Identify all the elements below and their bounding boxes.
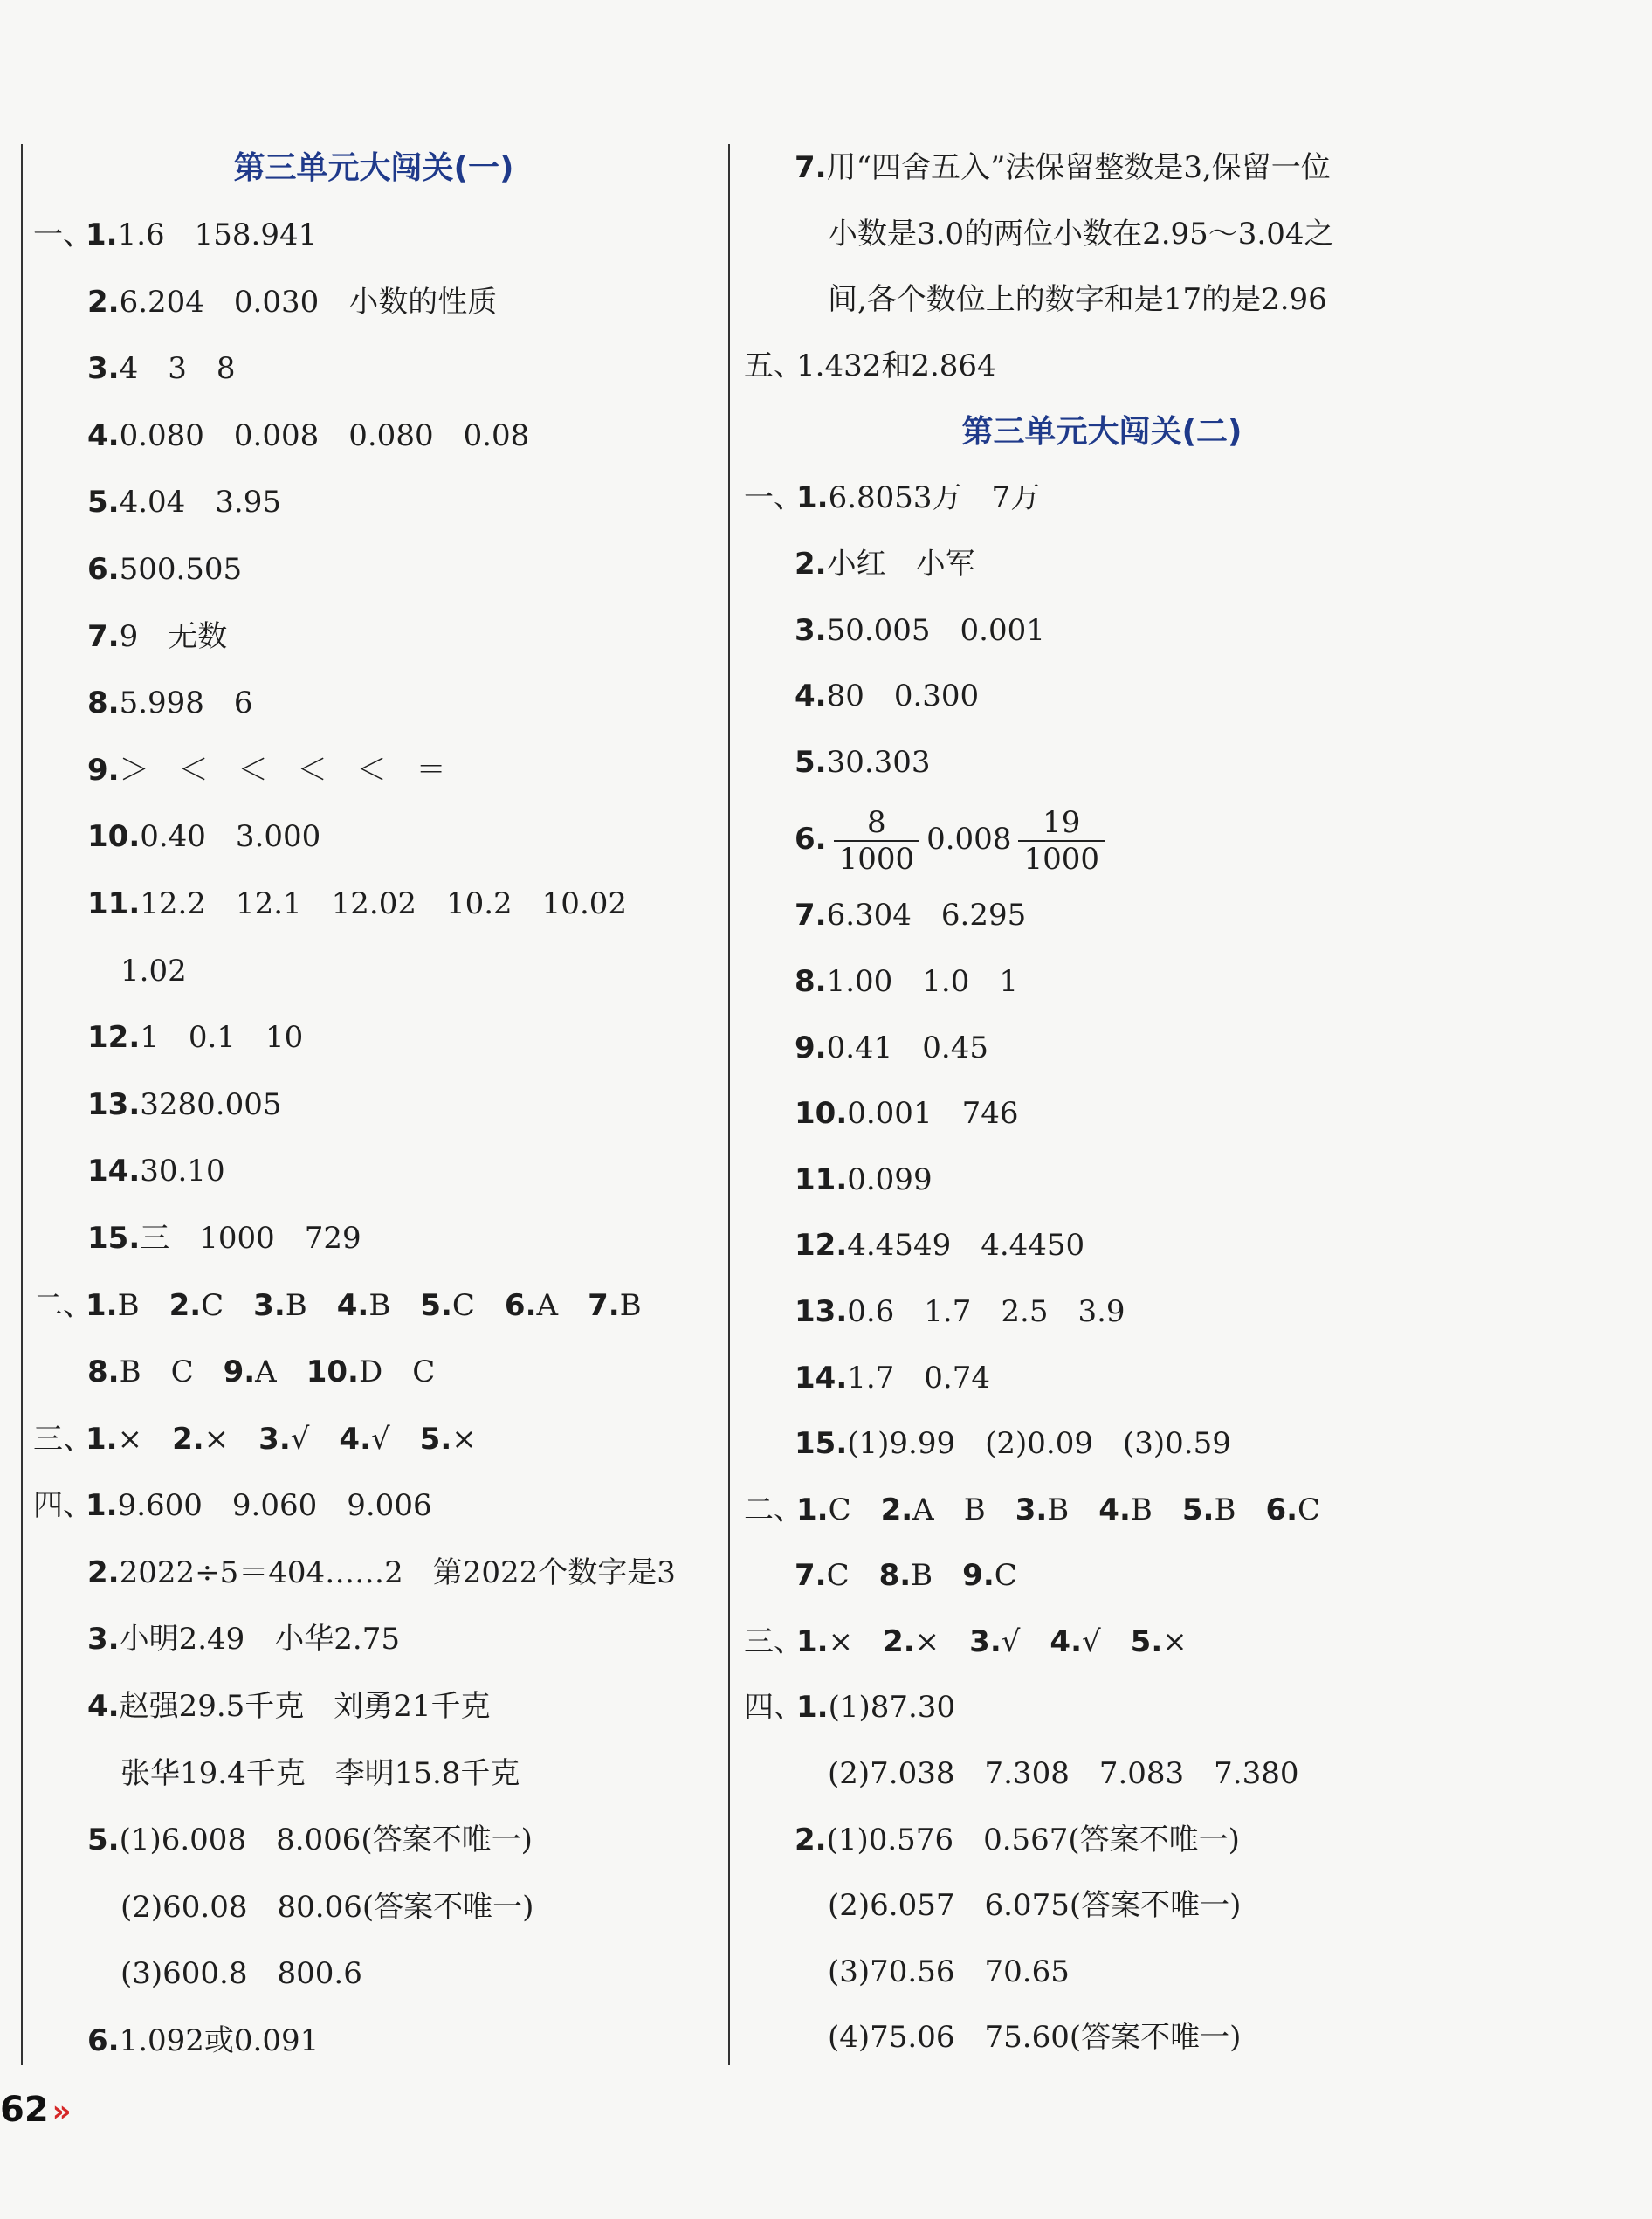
item-number: 4. bbox=[87, 1689, 120, 1725]
answer-row bbox=[33, 1072, 714, 1139]
answer-text: 赵强29.5千克 刘勇21千克 bbox=[119, 1689, 491, 1725]
answer-text: 小红 小军 bbox=[826, 546, 975, 582]
answer-text: B bbox=[1214, 1492, 1236, 1527]
answer-row bbox=[744, 730, 1460, 796]
answer-text: × bbox=[117, 1421, 143, 1457]
answer-text: 1.7 0.74 bbox=[847, 1360, 991, 1395]
item-number: 4. bbox=[336, 1287, 369, 1323]
answer-text: 30.303 bbox=[826, 744, 931, 780]
item-number: 7. bbox=[795, 150, 827, 185]
answer-text: (3)70.56 70.65 bbox=[828, 1954, 1070, 1989]
answer-text: 1.00 1.0 1 bbox=[826, 963, 1018, 999]
multi-answer-row bbox=[33, 1339, 714, 1406]
answer-row bbox=[744, 334, 1460, 400]
item-number: 2. bbox=[795, 1822, 827, 1857]
answer-text: (2)60.08 80.06(答案不唯一) bbox=[120, 1889, 534, 1925]
item-number: 2. bbox=[87, 1554, 120, 1590]
item-number: 4. bbox=[87, 417, 120, 453]
answer-text: √ bbox=[370, 1421, 390, 1457]
answer-text: A B bbox=[912, 1492, 986, 1527]
item-number: 5. bbox=[87, 1823, 120, 1858]
section-label: 三、 bbox=[33, 1421, 93, 1457]
section-label: 一、 bbox=[744, 480, 803, 516]
answer-text: 80 0.300 bbox=[826, 679, 980, 714]
item-number: 1. bbox=[86, 1287, 118, 1323]
answer-text: B bbox=[285, 1287, 307, 1323]
multi-answer-row bbox=[33, 1272, 714, 1340]
fraction-denominator: 1000 bbox=[1023, 842, 1099, 878]
item-number: 7. bbox=[795, 898, 827, 934]
answer-text: 0.40 3.000 bbox=[140, 819, 321, 855]
unit-title-2: 第三单元大闯关(二) bbox=[961, 414, 1242, 451]
item-number: 6. bbox=[504, 1287, 537, 1323]
fraction-numerator: 19 bbox=[1018, 805, 1105, 842]
answer-text: (1)87.30 bbox=[828, 1690, 956, 1726]
answer-row bbox=[744, 1346, 1460, 1412]
answer-text: 小明2.49 小华2.75 bbox=[119, 1622, 400, 1657]
item-number: 14. bbox=[795, 1360, 848, 1395]
answer-row bbox=[744, 1279, 1460, 1346]
answer-text: 1.02 bbox=[120, 953, 187, 989]
answer-text: C bbox=[828, 1492, 851, 1527]
answer-row bbox=[744, 1081, 1460, 1147]
answer-text: 张华19.4千克 李明15.8千克 bbox=[120, 1755, 520, 1791]
answer-text: 1.6 158.941 bbox=[117, 217, 318, 252]
answer-row-continued bbox=[744, 2005, 1460, 2071]
item-number: 2. bbox=[169, 1287, 202, 1323]
answer-row bbox=[744, 465, 1460, 532]
answer-text: 1.432和2.864 bbox=[796, 348, 996, 383]
answer-row bbox=[744, 1016, 1460, 1082]
answer-row bbox=[744, 598, 1460, 665]
answer-text: (1)0.576 0.567(答案不唯一) bbox=[826, 1822, 1240, 1857]
answer-text: × bbox=[828, 1623, 854, 1659]
answer-text: C bbox=[201, 1287, 224, 1323]
answer-text: 0.001 746 bbox=[847, 1096, 1019, 1132]
item-number: 3. bbox=[87, 1622, 120, 1657]
answer-text: B C bbox=[119, 1354, 194, 1390]
answer-text: × bbox=[203, 1421, 230, 1457]
answer-text: B bbox=[117, 1287, 140, 1323]
answer-row bbox=[33, 536, 714, 603]
answer-text: 9 无数 bbox=[119, 618, 228, 654]
item-number: 3. bbox=[1015, 1492, 1048, 1527]
section-label: 二、 bbox=[744, 1492, 803, 1527]
answer-text: B bbox=[1047, 1492, 1070, 1527]
item-number: 4. bbox=[795, 679, 827, 714]
item-number: 15. bbox=[795, 1426, 848, 1462]
item-number: 9. bbox=[87, 752, 120, 788]
item-number: 2. bbox=[883, 1623, 915, 1659]
answer-row bbox=[33, 1673, 714, 1740]
answer-text: (2)6.057 6.075(答案不唯一) bbox=[828, 1888, 1242, 1924]
answer-row bbox=[33, 1004, 714, 1072]
answer-text: C bbox=[1298, 1492, 1321, 1527]
item-number: 7. bbox=[588, 1287, 620, 1323]
item-number: 9. bbox=[962, 1558, 995, 1594]
item-number: 11. bbox=[795, 1161, 848, 1197]
section-label: 三、 bbox=[744, 1623, 803, 1659]
column-divider bbox=[728, 144, 730, 2065]
answer-row bbox=[33, 1472, 714, 1540]
answer-row bbox=[33, 1540, 714, 1607]
answer-text: 6.204 0.030 小数的性质 bbox=[119, 284, 498, 320]
answer-text: × bbox=[914, 1623, 940, 1659]
item-number: 6. bbox=[87, 2023, 120, 2059]
answer-row bbox=[33, 670, 714, 737]
answer-text: 9.600 9.060 9.006 bbox=[117, 1488, 432, 1524]
answer-text: √ bbox=[1081, 1623, 1101, 1659]
answer-row-continued bbox=[744, 202, 1460, 268]
answer-row-continued bbox=[744, 1873, 1460, 1940]
multi-answer-row bbox=[744, 1543, 1460, 1609]
answer-row bbox=[33, 1807, 714, 1874]
section-label: 四、 bbox=[744, 1690, 803, 1726]
item-number: 10. bbox=[87, 819, 141, 855]
fraction-answer-row bbox=[744, 796, 1460, 883]
item-number: 1. bbox=[796, 1623, 829, 1659]
answer-row bbox=[744, 664, 1460, 730]
answer-text: B bbox=[1130, 1492, 1153, 1527]
answer-text: × bbox=[1162, 1623, 1187, 1659]
answer-row bbox=[33, 603, 714, 671]
item-number: 5. bbox=[419, 1421, 452, 1457]
item-number: 3. bbox=[253, 1287, 286, 1323]
answer-text: 0.008 bbox=[926, 822, 1012, 858]
answer-text: (2)7.038 7.308 7.083 7.380 bbox=[828, 1756, 1299, 1792]
item-number: 9. bbox=[223, 1354, 256, 1390]
fraction-8-1000 bbox=[834, 805, 920, 877]
double-chevron-icon: » bbox=[52, 2094, 72, 2129]
answer-text: 间,各个数位上的数字和是17的是2.96 bbox=[828, 282, 1327, 318]
answer-row bbox=[744, 1147, 1460, 1214]
item-number: 12. bbox=[795, 1228, 848, 1264]
answer-row bbox=[744, 135, 1460, 202]
item-number: 14. bbox=[87, 1154, 141, 1189]
item-number: 6. bbox=[87, 551, 120, 587]
answer-row bbox=[33, 335, 714, 403]
answer-row bbox=[744, 949, 1460, 1016]
item-number: 5. bbox=[87, 485, 120, 520]
section-label: 一、 bbox=[33, 217, 93, 252]
answer-row-continued bbox=[744, 1940, 1460, 2006]
answer-row bbox=[33, 469, 714, 536]
unit-title-1: 第三单元大闯关(一) bbox=[233, 150, 514, 186]
item-number: 2. bbox=[795, 546, 827, 582]
answer-text: 50.005 0.001 bbox=[826, 612, 1045, 648]
item-number: 6. bbox=[795, 822, 827, 858]
item-number: 2. bbox=[880, 1492, 913, 1527]
item-number: 1. bbox=[796, 1492, 829, 1527]
answer-text: 2022÷5＝404……2 第2022个数字是3 bbox=[119, 1554, 676, 1590]
item-number: 8. bbox=[87, 686, 120, 721]
answer-text: 用“四舍五入”法保留整数是3,保留一位 bbox=[826, 150, 1331, 185]
answer-row bbox=[33, 803, 714, 871]
answer-text: 5.998 6 bbox=[119, 686, 253, 721]
answer-text: 小数是3.0的两位小数在2.95～3.04之 bbox=[828, 216, 1334, 252]
page-number-text: 62 bbox=[0, 2090, 49, 2130]
left-column bbox=[33, 135, 714, 2075]
item-number: 5. bbox=[1130, 1623, 1163, 1659]
answer-text: 1.092或0.091 bbox=[119, 2023, 320, 2059]
answer-text: 0.099 bbox=[847, 1161, 933, 1197]
answer-text: 4.04 3.95 bbox=[119, 485, 281, 520]
fraction-numerator: 8 bbox=[834, 805, 920, 842]
answer-text: C bbox=[994, 1558, 1017, 1594]
item-number: 8. bbox=[878, 1558, 912, 1594]
answer-text: 500.505 bbox=[119, 551, 243, 587]
item-number: 12. bbox=[87, 1020, 141, 1056]
answer-text: D C bbox=[358, 1354, 436, 1390]
answer-row-continued bbox=[744, 1741, 1460, 1808]
item-number: 10. bbox=[306, 1354, 359, 1390]
item-number: 2. bbox=[172, 1421, 204, 1457]
answer-row bbox=[33, 1138, 714, 1205]
answer-row bbox=[33, 737, 714, 804]
fraction-denominator: 1000 bbox=[838, 842, 915, 878]
answer-text: B bbox=[619, 1287, 642, 1323]
item-number: 8. bbox=[87, 1354, 120, 1390]
multi-answer-row bbox=[744, 1609, 1460, 1676]
answer-row bbox=[33, 871, 714, 938]
section-label: 五、 bbox=[744, 348, 803, 383]
answer-row bbox=[744, 1213, 1460, 1279]
answer-row bbox=[33, 1205, 714, 1272]
item-number: 2. bbox=[87, 284, 120, 320]
multi-answer-row bbox=[33, 1406, 714, 1473]
answer-row-continued bbox=[33, 1874, 714, 1941]
answer-text: 4 3 8 bbox=[119, 351, 236, 387]
answer-text: √ bbox=[1001, 1623, 1021, 1659]
answer-row bbox=[33, 202, 714, 269]
answer-text: 4.4549 4.4450 bbox=[847, 1228, 1085, 1264]
answer-text: 6.304 6.295 bbox=[826, 898, 1027, 934]
item-number: 3. bbox=[795, 612, 827, 648]
item-number: 5. bbox=[420, 1287, 452, 1323]
item-number: 5. bbox=[795, 744, 827, 780]
item-number: 11. bbox=[87, 886, 141, 921]
answer-text: 0.41 0.45 bbox=[826, 1030, 988, 1065]
page-number bbox=[0, 2090, 72, 2130]
answer-text: B bbox=[368, 1287, 391, 1323]
item-number: 1. bbox=[796, 480, 829, 516]
answer-text: 6.8053万 7万 bbox=[828, 480, 1041, 516]
answer-text: 1 0.1 10 bbox=[140, 1020, 304, 1056]
item-number: 15. bbox=[87, 1220, 141, 1256]
item-number: 4. bbox=[1050, 1623, 1082, 1659]
item-number: 5. bbox=[1181, 1492, 1215, 1527]
answer-row-continued bbox=[33, 1940, 714, 2008]
answer-row bbox=[744, 1675, 1460, 1741]
answer-row bbox=[33, 403, 714, 470]
section-label: 二、 bbox=[33, 1287, 93, 1323]
section-label: 四、 bbox=[33, 1488, 93, 1524]
answer-text: 0.6 1.7 2.5 3.9 bbox=[847, 1293, 1125, 1329]
answer-text: (3)600.8 800.6 bbox=[120, 1956, 362, 1992]
answer-text: (1)6.008 8.006(答案不唯一) bbox=[119, 1823, 533, 1858]
item-number: 4. bbox=[339, 1421, 371, 1457]
answer-text: C bbox=[826, 1558, 850, 1594]
answer-text: C bbox=[451, 1287, 475, 1323]
item-number: 13. bbox=[87, 1086, 141, 1122]
item-number: 10. bbox=[795, 1096, 848, 1132]
answer-text: 0.080 0.008 0.080 0.08 bbox=[119, 417, 530, 453]
item-number: 7. bbox=[795, 1558, 827, 1594]
multi-answer-row bbox=[744, 1478, 1460, 1544]
item-number: 3. bbox=[258, 1421, 291, 1457]
answer-row bbox=[33, 2008, 714, 2075]
answer-text: A bbox=[255, 1354, 277, 1390]
answer-text: (4)75.06 75.60(答案不唯一) bbox=[828, 2020, 1242, 2056]
answer-row-continued bbox=[33, 1740, 714, 1808]
item-number: 1. bbox=[86, 1488, 118, 1524]
answer-text: √ bbox=[290, 1421, 310, 1457]
item-number: 7. bbox=[87, 618, 120, 654]
answer-text: A bbox=[536, 1287, 559, 1323]
item-number: 13. bbox=[795, 1293, 848, 1329]
answer-row bbox=[744, 1411, 1460, 1478]
item-number: 1. bbox=[796, 1690, 829, 1726]
answer-row-continued bbox=[33, 938, 714, 1005]
right-column bbox=[744, 135, 1460, 2071]
answer-row bbox=[744, 1808, 1460, 1874]
answer-row bbox=[744, 883, 1460, 949]
answer-row bbox=[33, 269, 714, 336]
answer-text: 12.2 12.1 12.02 10.2 10.02 bbox=[140, 886, 628, 921]
item-number: 8. bbox=[795, 963, 827, 999]
item-number: 3. bbox=[87, 351, 120, 387]
item-number: 3. bbox=[969, 1623, 1002, 1659]
answer-row bbox=[744, 532, 1460, 598]
answer-text: ＞ ＜ ＜ ＜ ＜ ＝ bbox=[119, 752, 446, 788]
item-number: 9. bbox=[795, 1030, 827, 1065]
answer-text: 3280.005 bbox=[140, 1086, 282, 1122]
item-number: 1. bbox=[86, 217, 118, 252]
item-number: 1. bbox=[86, 1421, 118, 1457]
answer-text: B bbox=[911, 1558, 933, 1594]
item-number: 4. bbox=[1098, 1492, 1131, 1527]
fraction-19-1000 bbox=[1018, 805, 1105, 877]
answer-row bbox=[33, 1606, 714, 1673]
answer-text: × bbox=[451, 1421, 477, 1457]
answer-text: (1)9.99 (2)0.09 (3)0.59 bbox=[847, 1426, 1231, 1462]
item-number: 6. bbox=[1265, 1492, 1298, 1527]
answer-row-continued bbox=[744, 267, 1460, 334]
left-margin-rule bbox=[21, 144, 23, 2065]
answer-text: 30.10 bbox=[140, 1154, 225, 1189]
answer-text: 三 1000 729 bbox=[140, 1220, 361, 1256]
